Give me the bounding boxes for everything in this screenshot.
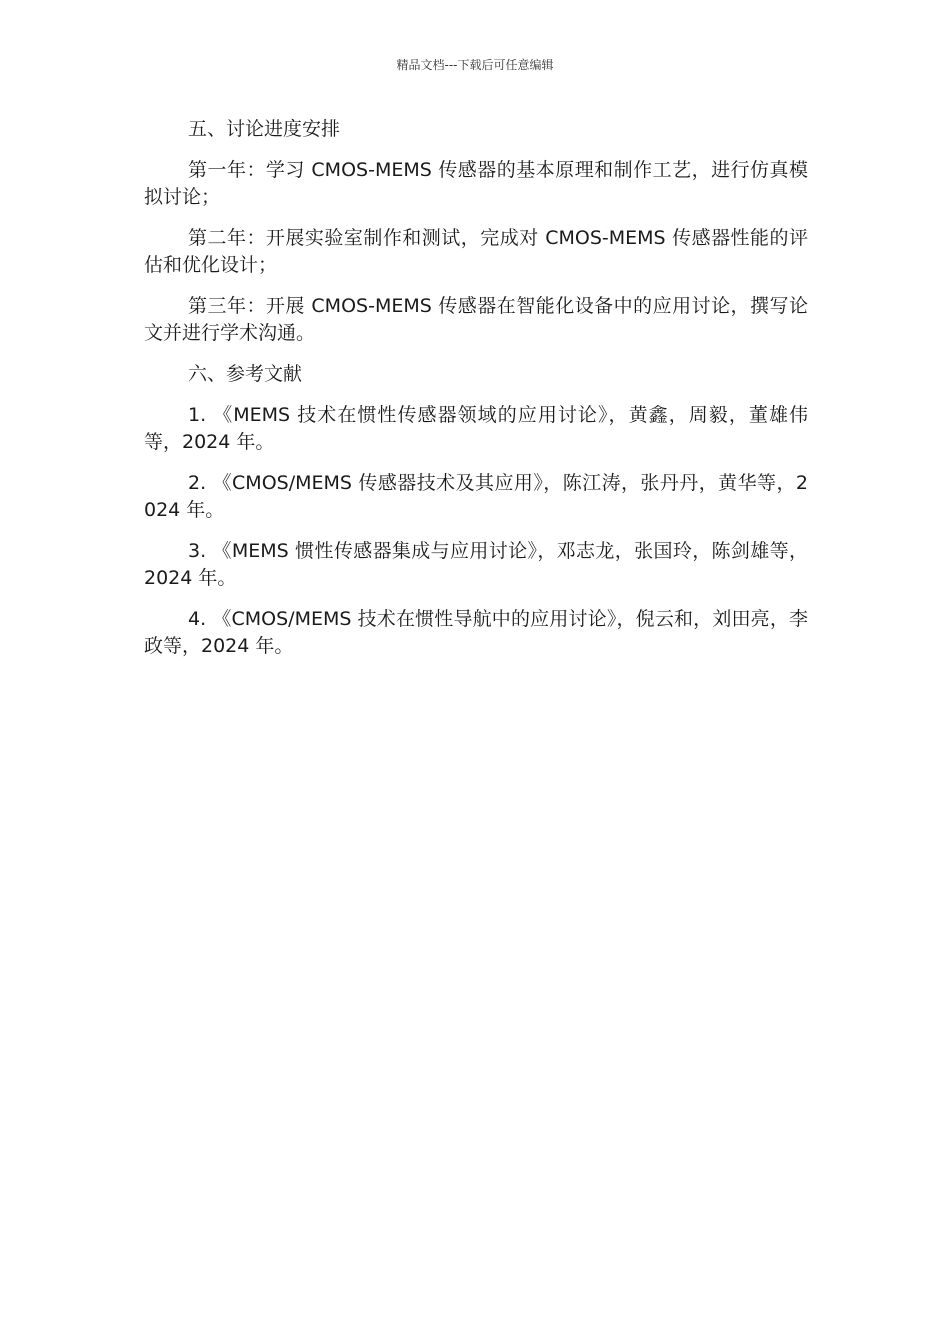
reference-item-2: 2. 《CMOS/MEMS 传感器技术及其应用》，陈江涛，张丹丹，黄华等，2024 年。 xyxy=(144,472,808,521)
reference-item-3: 3. 《MEMS 惯性传感器集成与应用讨论》，邓志龙，张国玲，陈剑雄等，2024 年。 xyxy=(144,540,808,589)
references-heading: 六、参考文献 xyxy=(188,363,303,385)
reference-item-4: 4. 《CMOS/MEMS 技术在惯性导航中的应用讨论》，倪云和，刘田亮，李政等，2024 年。 xyxy=(144,608,808,657)
reference-item-1: 1. 《MEMS 技术在惯性传感器领域的应用讨论》，黄鑫，周毅，董雄伟等，2024 年。 xyxy=(144,404,808,453)
schedule-heading: 五、讨论进度安排 xyxy=(188,118,341,140)
document-body xyxy=(144,116,808,674)
schedule-item-year-3: 第三年：开展 CMOS-MEMS 传感器在智能化设备中的应用讨论，撰写论文并进行学术沟通。 xyxy=(144,295,808,344)
schedule-item-year-2: 第二年：开展实验室制作和测试，完成对 CMOS-MEMS 传感器性能的评估和优化设计； xyxy=(144,227,808,276)
schedule-item-year-1: 第一年：学习 CMOS-MEMS 传感器的基本原理和制作工艺，进行仿真模拟讨论； xyxy=(144,159,808,208)
header-note: 精品文档---下载后可任意编辑 xyxy=(396,58,554,72)
